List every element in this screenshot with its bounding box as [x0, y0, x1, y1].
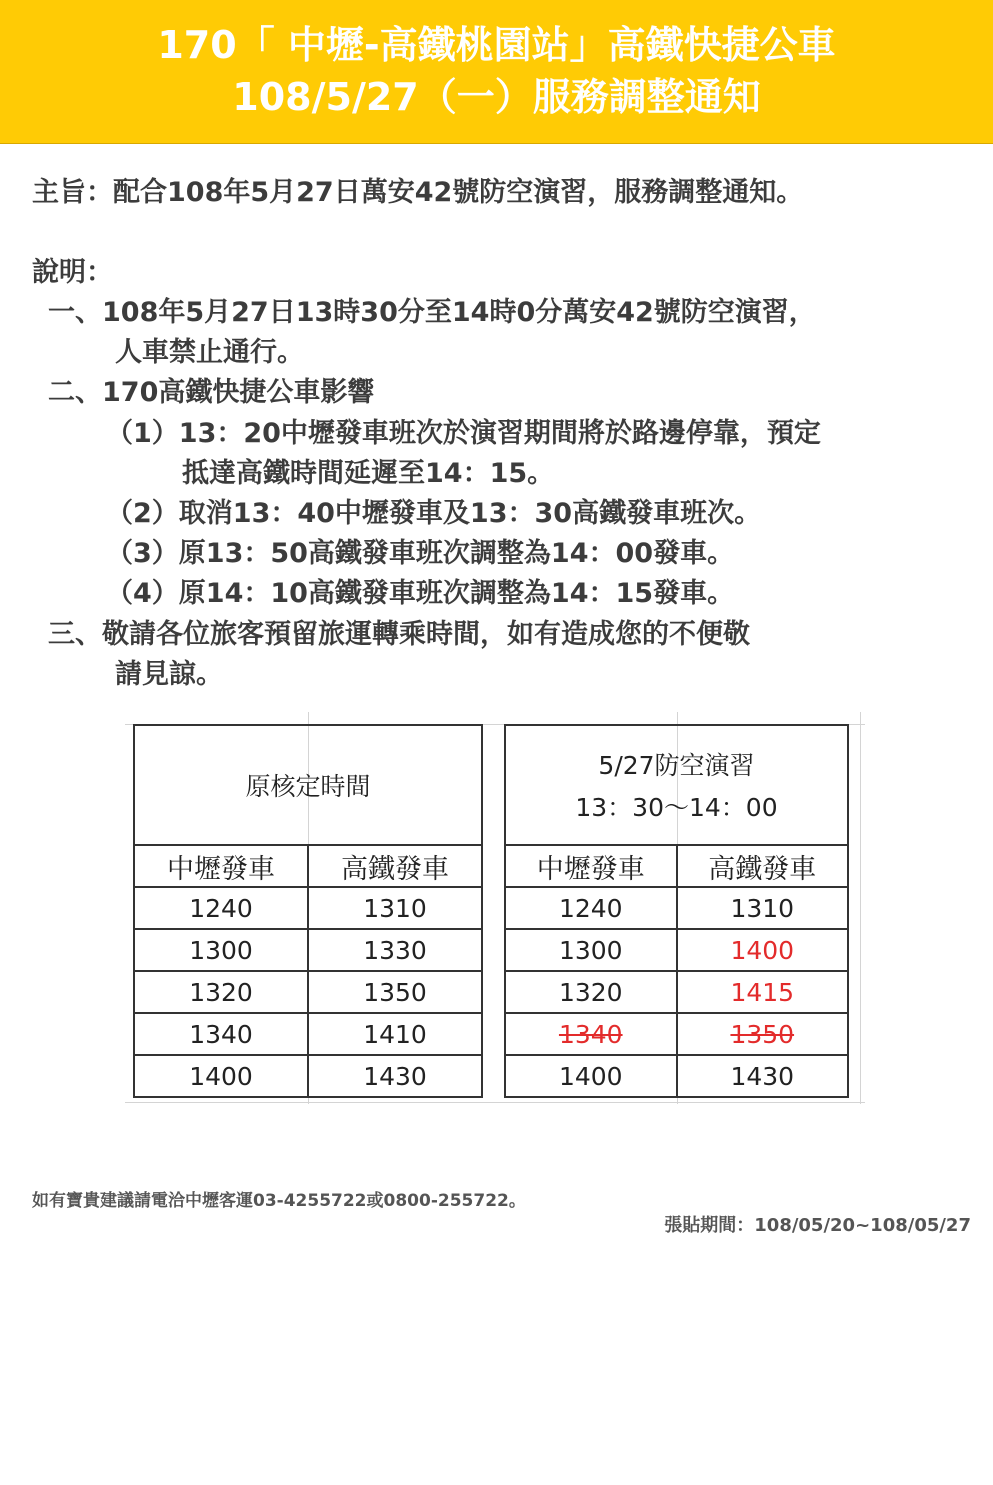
- contact-note: 如有寶貴建議請電洽中壢客運03-4255722或0800-255722。: [32, 1191, 526, 1211]
- table-cell-cancelled: 1350: [677, 1013, 849, 1055]
- original-col-zhongli: 中壢發車: [134, 845, 308, 887]
- item-three-line1: 三、敬請各位旅客預留旅運轉乘時間，如有造成您的不便敬: [48, 619, 750, 650]
- grid-line: [860, 712, 861, 1104]
- explain-label: 說明：: [32, 257, 113, 288]
- table-cell: 1320: [505, 971, 677, 1013]
- table-cell: 1410: [308, 1013, 482, 1055]
- subitem-1-line1: （1）13：20中壢發車班次於演習期間將於路邊停靠，預定: [106, 418, 821, 449]
- title-banner: [0, 0, 993, 144]
- table-cell: 1330: [308, 929, 482, 971]
- original-table-title: 原核定時間: [134, 725, 482, 845]
- item-three-line2: 請見諒。: [115, 659, 223, 690]
- table-cell: 1240: [505, 887, 677, 929]
- table-cell: 1300: [134, 929, 308, 971]
- drill-col-hsr: 高鐵發車: [677, 845, 849, 887]
- subitem-3: （3）原13：50高鐵發車班次調整為14：00發車。: [106, 538, 735, 569]
- table-cell: 1310: [677, 887, 849, 929]
- subitem-1-line2: 抵達高鐵時間延遲至14：15。: [182, 458, 555, 489]
- table-cell: 1310: [308, 887, 482, 929]
- table-cell: 1350: [308, 971, 482, 1013]
- table-cell: 1300: [505, 929, 677, 971]
- table-cell-changed: 1400: [677, 929, 849, 971]
- table-cell: 1240: [134, 887, 308, 929]
- subject-line: 主旨：配合108年5月27日萬安42號防空演習，服務調整通知。: [32, 177, 804, 208]
- original-schedule-table: [133, 724, 483, 1098]
- subitem-2: （2）取消13：40中壢發車及13：30高鐵發車班次。: [106, 498, 762, 529]
- item-two: 二、170高鐵快捷公車影響: [48, 377, 375, 408]
- table-cell: 1430: [677, 1055, 849, 1097]
- table-cell: 1400: [505, 1055, 677, 1097]
- drill-title-line1: 5/27防空演習: [598, 751, 755, 780]
- subitem-4: （4）原14：10高鐵發車班次調整為14：15發車。: [106, 578, 735, 609]
- banner-title-line2: 108/5/27（一）服務調整通知: [232, 75, 761, 119]
- table-cell: 1430: [308, 1055, 482, 1097]
- table-cell-cancelled: 1340: [505, 1013, 677, 1055]
- table-cell: 1340: [134, 1013, 308, 1055]
- table-cell: 1320: [134, 971, 308, 1013]
- posting-period: 張貼期間：108/05/20~108/05/27: [664, 1215, 971, 1236]
- grid-line: [125, 1102, 865, 1103]
- drill-title-line2: 13：30～14：00: [575, 793, 778, 822]
- original-col-hsr: 高鐵發車: [308, 845, 482, 887]
- table-cell-changed: 1415: [677, 971, 849, 1013]
- drill-schedule-table: [504, 724, 849, 1098]
- table-cell: 1400: [134, 1055, 308, 1097]
- drill-col-zhongli: 中壢發車: [505, 845, 677, 887]
- banner-title-line1: 170「 中壢-高鐵桃園站」高鐵快捷公車: [157, 23, 836, 67]
- drill-table-title: [505, 725, 848, 845]
- item-one-line1: 一、108年5月27日13時30分至14時0分萬安42號防空演習，: [48, 297, 816, 328]
- item-one-line2: 人車禁止通行。: [115, 337, 304, 368]
